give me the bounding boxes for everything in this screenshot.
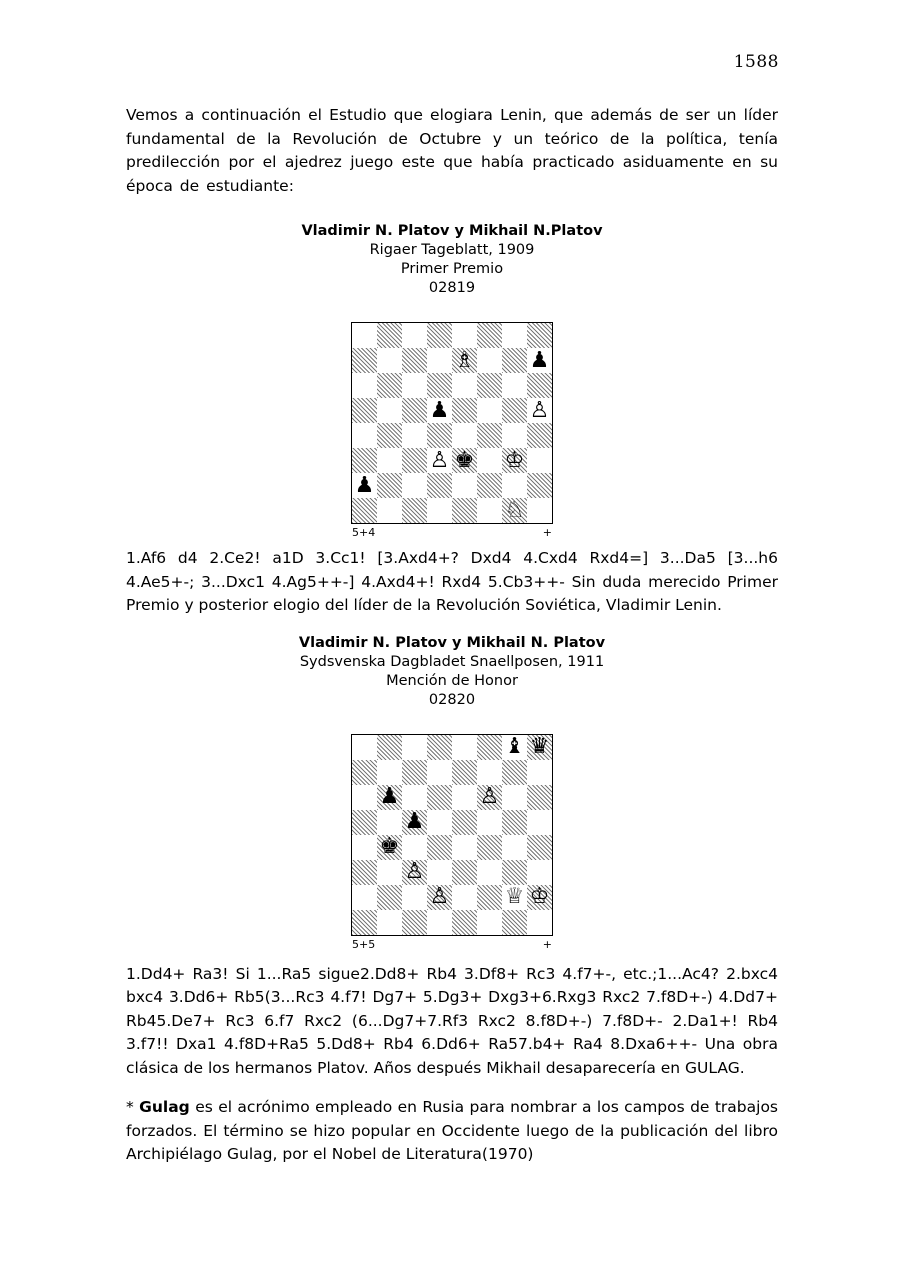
board-square — [452, 473, 477, 498]
board-square — [402, 785, 427, 810]
board-square — [352, 498, 377, 523]
board-square — [477, 760, 502, 785]
board-square — [352, 760, 377, 785]
board-square — [377, 323, 402, 348]
board-square — [377, 760, 402, 785]
page-content — [126, 104, 778, 1167]
board-square — [527, 373, 552, 398]
piece-black-king: ♚ — [379, 834, 400, 859]
piece-black-queen: ♛ — [529, 734, 550, 759]
board-square — [377, 398, 402, 423]
stipulation: + — [542, 526, 552, 539]
material-count: 5+5 — [352, 937, 376, 951]
board-square — [427, 835, 452, 860]
board-square — [402, 835, 427, 860]
piece-white-pawn: ♙ — [404, 859, 425, 884]
board-square — [527, 348, 552, 373]
diagram-2-footer — [351, 938, 553, 951]
material-count: 5+4 — [352, 526, 376, 539]
board-square — [452, 760, 477, 785]
chess-diagram-1 — [126, 322, 778, 539]
piece-white-pawn: ♙ — [429, 884, 450, 909]
piece-black-pawn: ♟ — [404, 809, 425, 834]
piece-white-bishop: ♗ — [454, 347, 475, 373]
board-square — [427, 885, 452, 910]
board-square — [452, 348, 477, 373]
board-square — [502, 373, 527, 398]
board-square — [502, 885, 527, 910]
piece-black-pawn: ♟ — [529, 347, 550, 373]
board-square — [452, 398, 477, 423]
board-square — [377, 373, 402, 398]
piece-white-pawn: ♙ — [529, 397, 550, 423]
board-square — [377, 910, 402, 935]
board-square — [427, 910, 452, 935]
board-square — [452, 323, 477, 348]
footnote-term: Gulag — [139, 1098, 190, 1116]
piece-black-king: ♚ — [454, 447, 475, 473]
board-square — [477, 860, 502, 885]
board-square — [402, 735, 427, 760]
piece-white-pawn: ♙ — [429, 447, 450, 473]
chessboard — [351, 322, 553, 524]
board-square — [402, 885, 427, 910]
board-square — [477, 398, 502, 423]
board-square — [452, 910, 477, 935]
board-square — [527, 785, 552, 810]
board-square — [377, 348, 402, 373]
board-square — [402, 448, 427, 473]
board-square — [452, 885, 477, 910]
board-square — [502, 810, 527, 835]
board-square — [477, 885, 502, 910]
piece-black-bishop: ♝ — [504, 734, 525, 759]
study-2-solution: 1.Dd4+ Ra3! Si 1...Ra5 sigue2.Dd8+ Rb4 3.Df8+ Rc3 4.f7+-, etc.;1...Ac4? 2.bxc4 bxc4 3.Dd6+ Rb5(3...Rc3 4.f7! Dg7+ 5.Dg3+ Dxg3+6.Rxg3 Rxc2 7.f8D+-) 4.Dd7+ Rb45.De7+ Rc3 6.f7 Rxc2 (6...Dg7+7.Rf3 Rxc2 8.f8D+-) 7.f8D+- 2.Da1+! Rb4 3.f7!! Dxa1 4.f8D+Ra5 5.Dd8+ Rb4 6.Dd6+ Ra57.b4+ Ra4 8.Dxa6++- Una obra clásica de los hermanos Platov. Años después Mikhail desaparecería en GULAG. — [126, 964, 778, 1077]
board-square — [477, 910, 502, 935]
board-square — [477, 835, 502, 860]
board-square — [477, 373, 502, 398]
board-square — [477, 473, 502, 498]
board-square — [452, 423, 477, 448]
board-square — [402, 810, 427, 835]
board-square — [352, 910, 377, 935]
piece-white-queen: ♕ — [504, 884, 525, 909]
study-1-header — [126, 222, 778, 298]
board-square — [527, 473, 552, 498]
board-square — [527, 835, 552, 860]
board-square — [352, 398, 377, 423]
study-1-solution: 1.Af6 d4 2.Ce2! a1D 3.Cc1! [3.Axd4+? Dxd4 4.Cxd4 Rxd4=] 3...Da5 [3...h6 4.Ae5+-; 3...Dxc1 4.Ag5++-] 4.Axd4+! Rxd4 5.Cb3++- Sin duda merecido Primer Premio y posterior elogio del líder de la Revolución Soviética, Vladimir Lenin. — [126, 549, 778, 614]
board-square — [527, 810, 552, 835]
board-square — [527, 423, 552, 448]
board-square — [452, 735, 477, 760]
board-square — [352, 473, 377, 498]
board-square — [477, 423, 502, 448]
board-square — [527, 323, 552, 348]
board-square — [427, 810, 452, 835]
board-square — [377, 473, 402, 498]
piece-white-pawn: ♙ — [479, 784, 500, 809]
board-square — [427, 398, 452, 423]
board-square — [377, 735, 402, 760]
board-square — [427, 760, 452, 785]
chess-diagram-2 — [126, 734, 778, 951]
board-square — [527, 498, 552, 523]
board-square — [502, 785, 527, 810]
board-square — [352, 835, 377, 860]
piece-white-king: ♔ — [504, 447, 525, 473]
board-square — [402, 373, 427, 398]
piece-white-king: ♔ — [529, 884, 550, 909]
board-square — [477, 498, 502, 523]
board-square — [527, 448, 552, 473]
board-square — [502, 760, 527, 785]
board-square — [452, 785, 477, 810]
board-square — [402, 910, 427, 935]
board-square — [427, 423, 452, 448]
board-square — [527, 760, 552, 785]
board-square — [352, 810, 377, 835]
board-square — [427, 473, 452, 498]
study-2-id: 02820 — [428, 691, 476, 708]
board-square — [402, 760, 427, 785]
board-square — [452, 860, 477, 885]
board-square — [427, 785, 452, 810]
stipulation: + — [542, 937, 552, 951]
board-square — [352, 323, 377, 348]
board-square — [402, 398, 427, 423]
board-square — [502, 348, 527, 373]
piece-black-pawn: ♟ — [429, 397, 450, 423]
study-2-composers: Vladimir N. Platov y Mikhail N. Platov — [298, 634, 606, 651]
board-square — [402, 423, 427, 448]
study-2-award: Mención de Honor — [386, 672, 518, 689]
board-square — [452, 373, 477, 398]
board-square — [477, 810, 502, 835]
study-1-source: Rigaer Tageblatt, 1909 — [369, 242, 535, 258]
study-1-award: Primer Premio — [400, 261, 504, 277]
board-square — [527, 735, 552, 760]
board-square — [377, 423, 402, 448]
board-square — [352, 373, 377, 398]
board-square — [452, 835, 477, 860]
board-square — [502, 910, 527, 935]
study-2-header — [126, 634, 778, 710]
board-square — [527, 885, 552, 910]
board-square — [502, 498, 527, 523]
board-square — [427, 498, 452, 523]
study-1-id: 02819 — [428, 280, 476, 296]
board-square — [377, 860, 402, 885]
piece-black-pawn: ♟ — [354, 472, 375, 498]
board-square — [427, 860, 452, 885]
board-square — [352, 348, 377, 373]
board-square — [477, 448, 502, 473]
board-square — [477, 735, 502, 760]
piece-white-knight: ♘ — [504, 497, 525, 523]
footnote-text: es el acrónimo empleado en Rusia para nombrar a los campos de trabajos forzados. El término se hizo popular en Occidente luego de la publicación del libro Archipiélago Gulag, por el Nobel de Literatura(1970) — [126, 1098, 779, 1163]
board-square — [352, 860, 377, 885]
chessboard — [351, 734, 553, 936]
board-square — [377, 835, 402, 860]
board-square — [352, 785, 377, 810]
board-square — [377, 498, 402, 523]
board-square — [502, 398, 527, 423]
board-square — [402, 498, 427, 523]
board-square — [377, 785, 402, 810]
board-square — [527, 910, 552, 935]
diagram-1-footer — [351, 526, 553, 539]
board-square — [352, 735, 377, 760]
board-square — [352, 885, 377, 910]
board-square — [527, 860, 552, 885]
board-square — [452, 810, 477, 835]
board-square — [352, 448, 377, 473]
board-square — [402, 348, 427, 373]
board-square — [477, 348, 502, 373]
board-square — [502, 860, 527, 885]
board-square — [502, 473, 527, 498]
board-square — [427, 735, 452, 760]
board-square — [502, 735, 527, 760]
board-square — [452, 498, 477, 523]
intro-paragraph: Vemos a continuación el Estudio que elogiara Lenin, que además de ser un líder fundamental de la Revolución de Octubre y un teórico de la política, tenía predilección por el ajedrez juego este que había practicado asiduamente en su época de estudiante: — [126, 106, 778, 195]
board-square — [427, 448, 452, 473]
board-square — [427, 323, 452, 348]
board-square — [377, 885, 402, 910]
study-2-source: Sydsvenska Dagbladet Snaellposen, 1911 — [299, 653, 605, 670]
board-square — [527, 398, 552, 423]
piece-black-pawn: ♟ — [379, 784, 400, 809]
board-square — [402, 860, 427, 885]
study-1-composers: Vladimir N. Platov y Mikhail N.Platov — [301, 223, 603, 239]
board-square — [502, 323, 527, 348]
footnote-paragraph — [126, 1096, 778, 1167]
board-square — [502, 448, 527, 473]
board-square — [477, 785, 502, 810]
board-square — [502, 835, 527, 860]
board-square — [402, 323, 427, 348]
page-number: 1588 — [733, 52, 779, 72]
footnote-marker: * — [126, 1098, 134, 1116]
board-square — [352, 423, 377, 448]
board-square — [377, 448, 402, 473]
board-square — [377, 810, 402, 835]
board-square — [477, 323, 502, 348]
board-square — [502, 423, 527, 448]
board-square — [402, 473, 427, 498]
board-square — [452, 448, 477, 473]
board-square — [427, 348, 452, 373]
board-square — [427, 373, 452, 398]
